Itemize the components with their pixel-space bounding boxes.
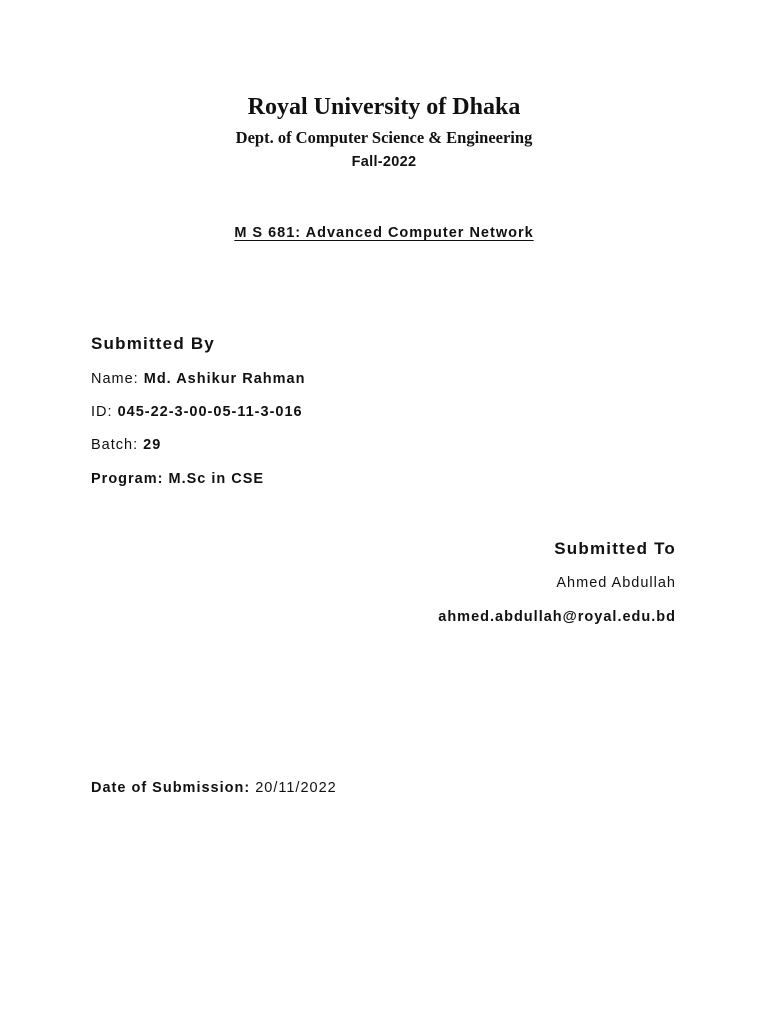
course-title-text: M S 681: Advanced Computer Network bbox=[234, 225, 534, 241]
submission-date-value: 20/11/2022 bbox=[255, 780, 337, 796]
student-name-value: Md. Ashikur Rahman bbox=[143, 371, 306, 387]
program-value: M.Sc in CSE bbox=[168, 471, 265, 487]
student-id-value: 045-22-3-00-05-11-3-016 bbox=[117, 404, 303, 420]
submitted-to-heading: Submitted To bbox=[554, 539, 676, 558]
program-line bbox=[91, 471, 264, 487]
batch-value: 29 bbox=[143, 437, 162, 453]
batch-line bbox=[91, 437, 161, 453]
submission-date-line bbox=[91, 780, 337, 796]
university-title: Royal University of Dhaka bbox=[247, 94, 521, 120]
batch-label: Batch: bbox=[91, 437, 144, 453]
student-name-line bbox=[91, 371, 305, 387]
department-name: Dept. of Computer Science & Engineering bbox=[235, 128, 533, 147]
course-title bbox=[0, 225, 768, 241]
student-id-label: ID: bbox=[91, 404, 118, 420]
submission-date-label: Date of Submission: bbox=[91, 780, 256, 796]
instructor-email-value: ahmed.abdullah@royal.edu.bd bbox=[438, 609, 676, 625]
program-label: Program: bbox=[91, 471, 169, 487]
student-id-line bbox=[91, 404, 303, 420]
student-name-label: Name: bbox=[91, 371, 144, 387]
submitted-by-heading: Submitted By bbox=[91, 334, 215, 353]
instructor-email bbox=[438, 609, 676, 625]
term: Fall-2022 bbox=[351, 154, 417, 170]
instructor-name: Ahmed Abdullah bbox=[556, 575, 676, 591]
